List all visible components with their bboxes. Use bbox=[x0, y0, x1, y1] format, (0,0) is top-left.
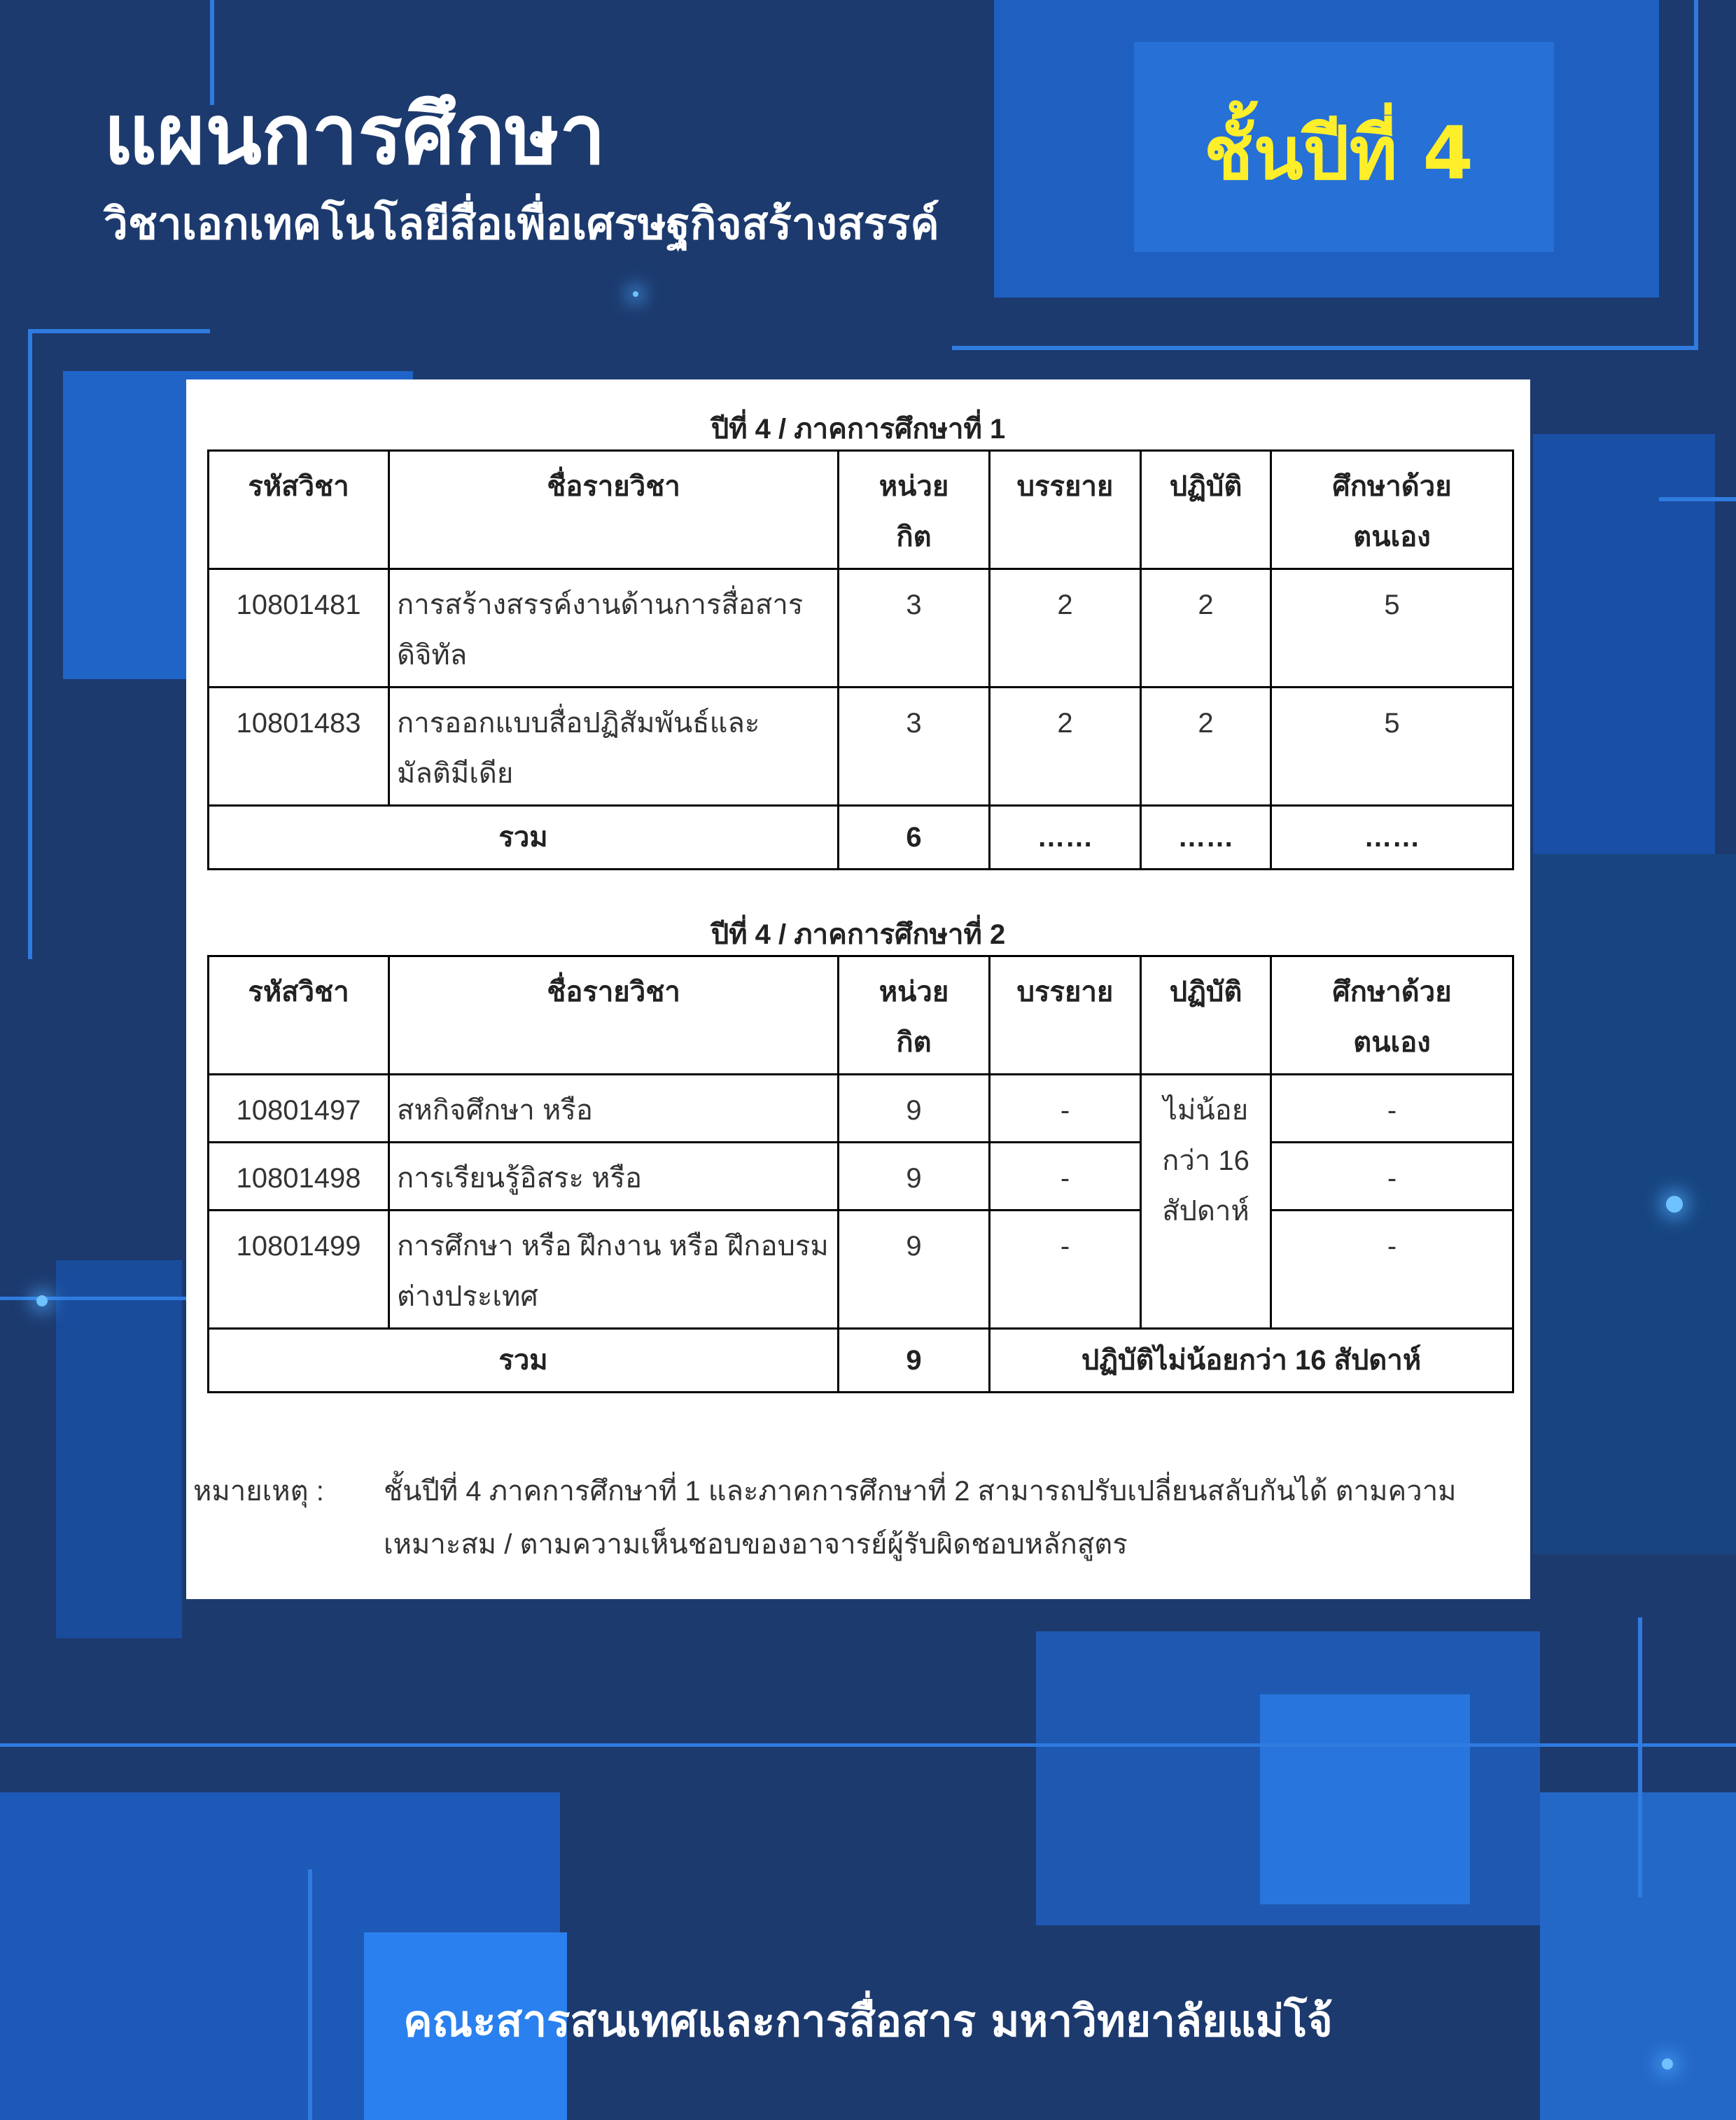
table-row bbox=[209, 1143, 1513, 1211]
course-self-study: 5 bbox=[1271, 688, 1513, 806]
glow-dot bbox=[1662, 2058, 1673, 2070]
course-name: การศึกษา หรือ ฝึกงาน หรือ ฝึกอบรมต่างประเทศ bbox=[389, 1211, 839, 1329]
total-self-study: …… bbox=[1271, 806, 1513, 870]
course-code: 10801497 bbox=[209, 1075, 389, 1143]
glow-dot bbox=[36, 1295, 48, 1306]
header-practice: ปฏิบัติ bbox=[1141, 451, 1271, 569]
course-self-study: - bbox=[1271, 1075, 1513, 1143]
semester-2-table bbox=[207, 955, 1514, 1393]
course-code: 10801498 bbox=[209, 1143, 389, 1211]
course-credits: 9 bbox=[839, 1075, 990, 1143]
header-code: รหัสวิชา bbox=[209, 451, 389, 569]
page-subtitle: วิชาเอกเทคโนโลยีสื่อเพื่อเศรษฐกิจสร้างสรรค์ bbox=[104, 198, 939, 249]
course-name: สหกิจศึกษา หรือ bbox=[389, 1075, 839, 1143]
course-credits: 9 bbox=[839, 1143, 990, 1211]
semester-2-title: ปีที่ 4 / ภาคการศึกษาที่ 2 bbox=[710, 919, 1006, 950]
course-lecture: 2 bbox=[990, 688, 1141, 806]
bg-square bbox=[1260, 1694, 1470, 1904]
semester-1-table bbox=[207, 449, 1514, 870]
course-name: การออกแบบสื่อปฏิสัมพันธ์และมัลติมีเดีย bbox=[389, 688, 839, 806]
total-note: ปฏิบัติไม่น้อยกว่า 16 สัปดาห์ bbox=[990, 1329, 1513, 1393]
header-credits: หน่วย กิต bbox=[839, 451, 990, 569]
header-name: ชื่อรายวิชา bbox=[389, 956, 839, 1075]
course-code: 10801499 bbox=[209, 1211, 389, 1329]
total-label: รวม bbox=[209, 806, 839, 870]
bg-line bbox=[1638, 1617, 1642, 1897]
glow-dot bbox=[1666, 1196, 1683, 1213]
practice-merged: ไม่น้อยกว่า 16 สัปดาห์ bbox=[1141, 1075, 1271, 1329]
total-credits: 9 bbox=[839, 1329, 990, 1393]
total-lecture: …… bbox=[990, 806, 1141, 870]
bg-square bbox=[1533, 854, 1736, 1554]
bg-line bbox=[952, 346, 1698, 350]
total-practice: …… bbox=[1141, 806, 1271, 870]
course-self-study: - bbox=[1271, 1143, 1513, 1211]
header-self-study: ศึกษาด้วย ตนเอง bbox=[1271, 956, 1513, 1075]
remark-label: หมายเหตุ : bbox=[193, 1476, 324, 1507]
bg-line bbox=[28, 329, 32, 959]
course-lecture: - bbox=[990, 1075, 1141, 1143]
total-row bbox=[209, 1329, 1513, 1393]
course-practice: 2 bbox=[1141, 688, 1271, 806]
header-self-study: ศึกษาด้วย ตนเอง bbox=[1271, 451, 1513, 569]
semester-1-title: ปีที่ 4 / ภาคการศึกษาที่ 1 bbox=[710, 414, 1006, 445]
bg-line bbox=[1694, 0, 1698, 350]
header-lecture: บรรยาย bbox=[990, 451, 1141, 569]
table-row bbox=[209, 1211, 1513, 1329]
bg-square bbox=[56, 1260, 182, 1638]
course-self-study: 5 bbox=[1271, 569, 1513, 688]
bg-line bbox=[0, 1297, 186, 1300]
year-badge: ชั้นปีที่ 4 bbox=[1204, 111, 1474, 196]
course-credits: 3 bbox=[839, 688, 990, 806]
course-self-study: - bbox=[1271, 1211, 1513, 1329]
total-label: รวม bbox=[209, 1329, 839, 1393]
course-practice: 2 bbox=[1141, 569, 1271, 688]
course-code: 10801481 bbox=[209, 569, 389, 688]
glow-dot bbox=[633, 291, 638, 297]
header-code: รหัสวิชา bbox=[209, 956, 389, 1075]
bg-line bbox=[1659, 497, 1736, 501]
table-header-row bbox=[209, 956, 1513, 1075]
course-lecture: 2 bbox=[990, 569, 1141, 688]
remark-text: ชั้นปีที่ 4 ภาคการศึกษาที่ 1 และภาคการศึกษาที่ 2 สามารถปรับเปลี่ยนสลับกันได้ ตามความเหมาะสม / ตามความเห็นชอบของอาจารย์ผู้รับผิดชอบหลักสูตร bbox=[384, 1476, 1457, 1560]
header-practice: ปฏิบัติ bbox=[1141, 956, 1271, 1075]
total-row bbox=[209, 806, 1513, 870]
bg-line bbox=[28, 329, 210, 333]
table-row bbox=[209, 569, 1513, 688]
course-code: 10801483 bbox=[209, 688, 389, 806]
header-lecture: บรรยาย bbox=[990, 956, 1141, 1075]
study-plan-card bbox=[186, 379, 1530, 1599]
course-lecture: - bbox=[990, 1143, 1141, 1211]
header-name: ชื่อรายวิชา bbox=[389, 451, 839, 569]
page-title: แผนการศึกษา bbox=[104, 86, 606, 183]
course-lecture: - bbox=[990, 1211, 1141, 1329]
course-credits: 3 bbox=[839, 569, 990, 688]
table-header-row bbox=[209, 451, 1513, 569]
bg-line bbox=[0, 1743, 1736, 1747]
table-row bbox=[209, 688, 1513, 806]
course-name: การสร้างสรรค์งานด้านการสื่อสารดิจิทัล bbox=[389, 569, 839, 688]
course-name: การเรียนรู้อิสระ หรือ bbox=[389, 1143, 839, 1211]
faculty-footer: คณะสารสนเทศและการสื่อสาร มหาวิทยาลัยแม่โจ้ bbox=[403, 1995, 1333, 2046]
table-row bbox=[209, 1075, 1513, 1143]
total-credits: 6 bbox=[839, 806, 990, 870]
course-credits: 9 bbox=[839, 1211, 990, 1329]
header-credits: หน่วย กิต bbox=[839, 956, 990, 1075]
